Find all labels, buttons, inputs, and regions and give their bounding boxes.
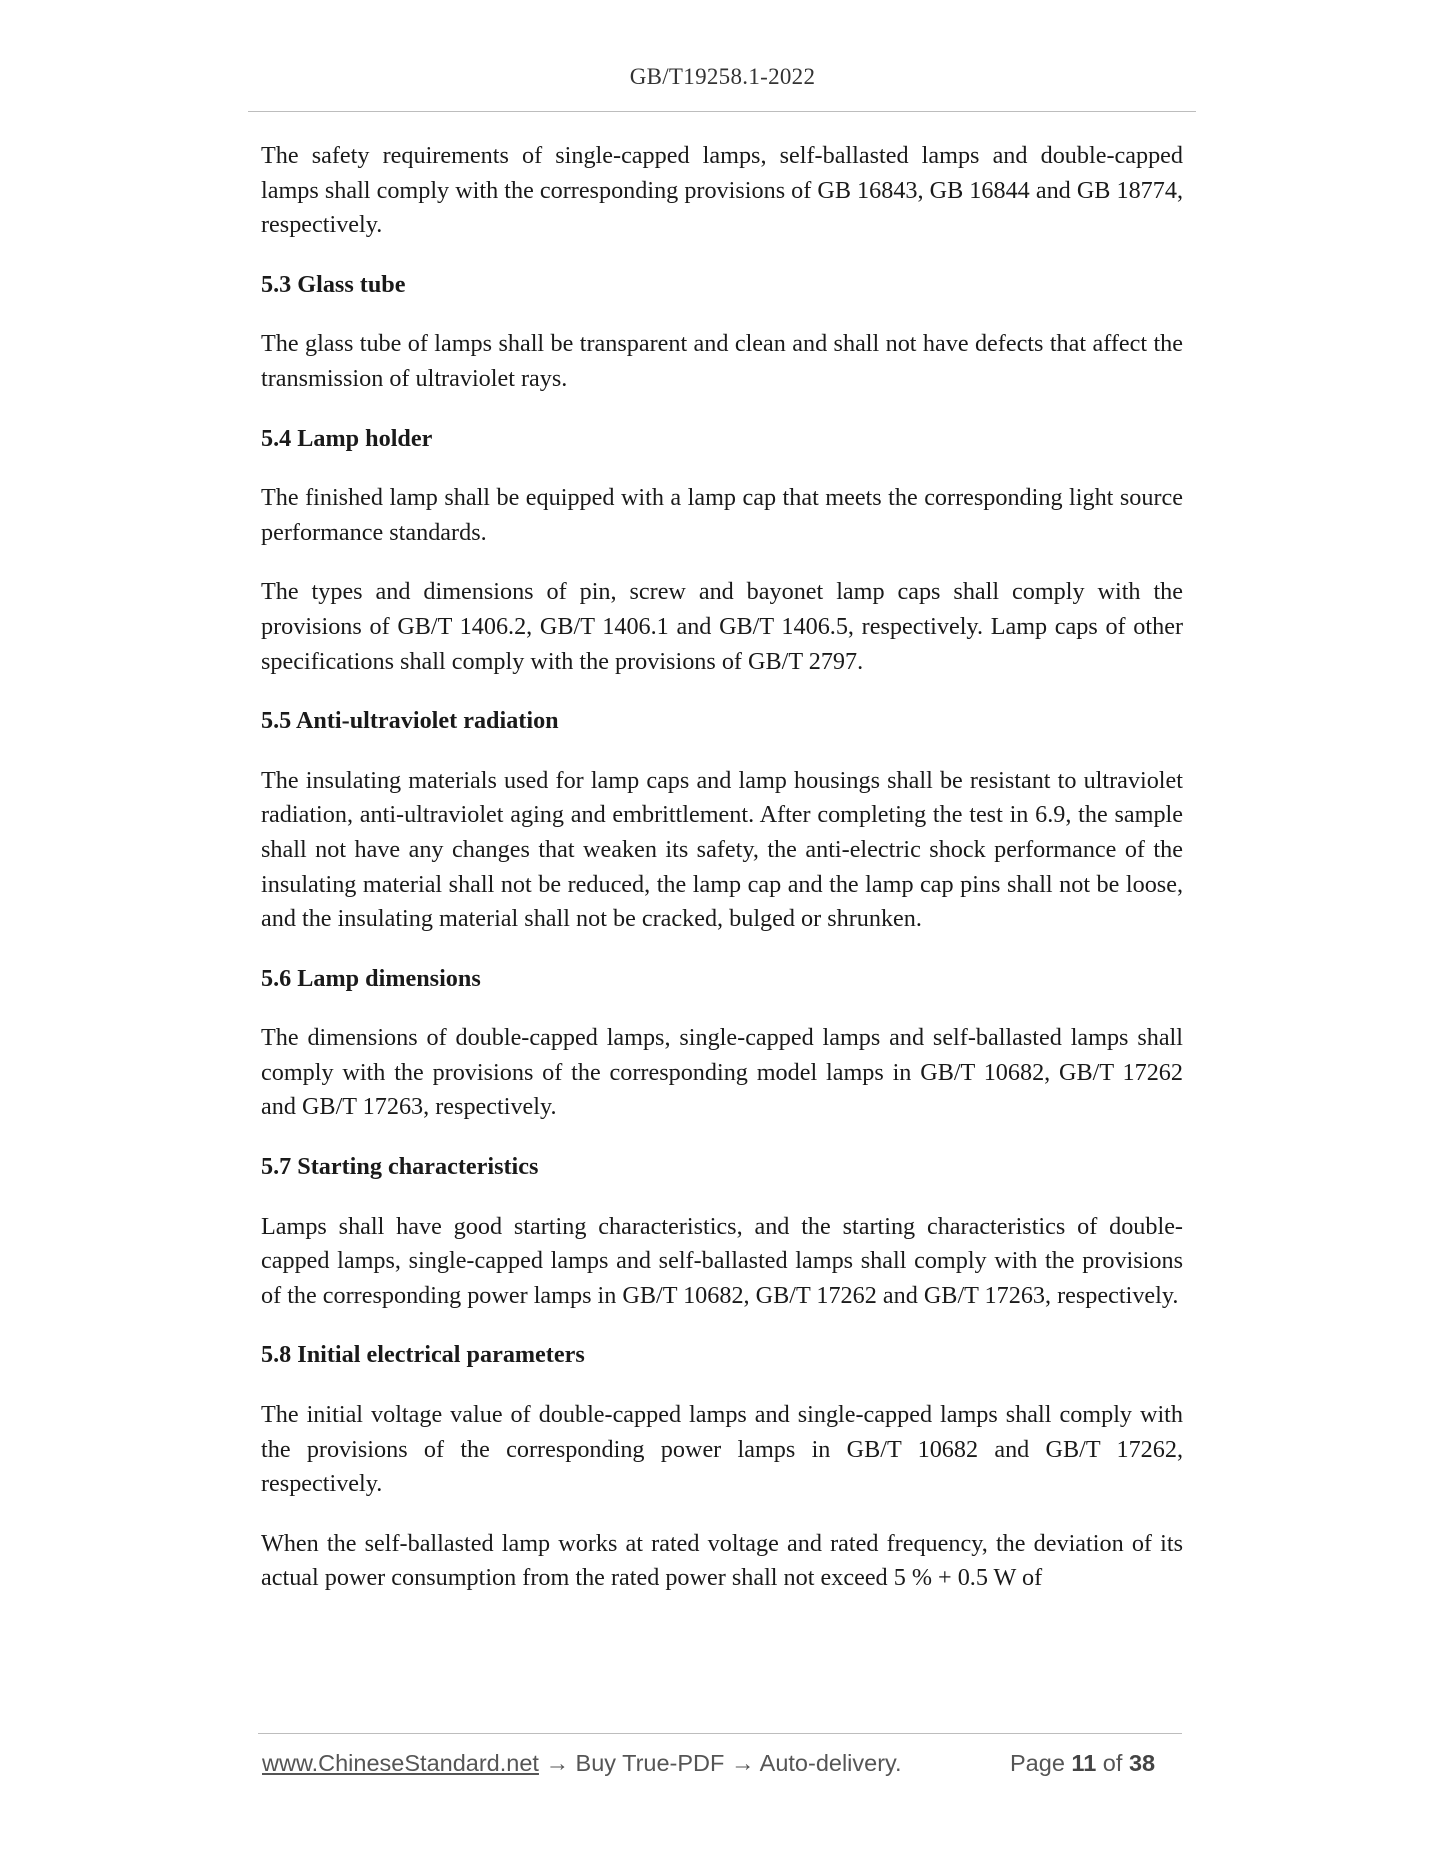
section-5-5-heading: 5.5 Anti-ultraviolet radiation	[261, 707, 559, 735]
section-5-6-heading: 5.6 Lamp dimensions	[261, 964, 481, 992]
section-5-7-heading: 5.7 Starting characteristics	[261, 1153, 539, 1181]
section-5-8-heading: 5.8 Initial electrical parameters	[261, 1341, 585, 1369]
page-indicator	[1010, 1750, 1155, 1777]
page-label: Page	[1010, 1750, 1065, 1776]
section-5-4-paragraph-2: The types and dimensions of pin, screw and bayonet lamp caps shall comply with the provisions of GB/T 1406.2, GB/T 1406.1 and GB/T 1406.5, respectively. Lamp caps of other specifications shall comply with the provisions of GB/T 2797.	[261, 578, 1183, 675]
document-id-header: GB/T19258.1-2022	[629, 64, 816, 89]
intro-paragraph: The safety requirements of single-capped lamps, self-ballasted lamps and double-capped lamps shall comply with the corresponding provisions of GB 16843, GB 16844 and GB 18774, respectively.	[261, 142, 1183, 239]
header-divider	[248, 111, 1196, 112]
document-body	[261, 139, 1183, 1621]
section-5-6-paragraph: The dimensions of double-capped lamps, single-capped lamps and self-ballasted lamps shall comply with the provisions of the corresponding model lamps in GB/T 10682, GB/T 17262 and GB/T 17263, respectively.	[261, 1024, 1183, 1121]
arrow-right-icon: →	[730, 1750, 755, 1776]
section-5-3-heading: 5.3 Glass tube	[261, 270, 406, 298]
section-5-8-paragraph-1: The initial voltage value of double-capped lamps and single-capped lamps shall comply with the provisions of the corresponding power lamps in GB/T 10682 and GB/T 17262, respectively.	[261, 1401, 1183, 1498]
total-pages-number: 38	[1128, 1750, 1156, 1776]
buy-true-pdf-text: Buy True-PDF	[575, 1750, 725, 1776]
footer-promo	[262, 1750, 902, 1777]
site-link[interactable]: www.ChineseStandard.net	[262, 1750, 539, 1776]
section-5-4-heading: 5.4 Lamp holder	[261, 424, 433, 452]
auto-delivery-text: Auto-delivery.	[759, 1750, 902, 1776]
of-label: of	[1102, 1750, 1123, 1776]
section-5-4-paragraph-1: The finished lamp shall be equipped with a lamp cap that meets the corresponding light source performance standards.	[261, 484, 1183, 546]
section-5-3-paragraph: The glass tube of lamps shall be transparent and clean and shall not have defects that affect the transmission of ultraviolet rays.	[261, 330, 1183, 392]
section-5-5-paragraph: The insulating materials used for lamp caps and lamp housings shall be resistant to ultraviolet radiation, anti-ultraviolet aging and embrittlement. After completing the test in 6.9, the sample shall not have any changes that weaken its safety, the anti-electric shock performance of the insulating material shall not be reduced, the lamp cap and the lamp cap pins shall not be loose, and the insulating material shall not be cracked, bulged or shrunken.	[261, 766, 1183, 933]
footer-divider	[258, 1733, 1182, 1734]
section-5-8-paragraph-2: When the self-ballasted lamp works at rated voltage and rated frequency, the deviation of its actual power consumption from the rated power shall not exceed 5 % + 0.5 W of	[261, 1529, 1183, 1592]
arrow-right-icon: →	[545, 1750, 569, 1776]
current-page-number: 11	[1071, 1750, 1097, 1776]
section-5-7-paragraph: Lamps shall have good starting characteristics, and the starting characteristics of double-capped lamps, single-capped lamps and self-ballasted lamps shall comply with the provisions of the corresponding power lamps in GB/T 10682, GB/T 17262 and GB/T 17263, respectively.	[261, 1212, 1183, 1309]
